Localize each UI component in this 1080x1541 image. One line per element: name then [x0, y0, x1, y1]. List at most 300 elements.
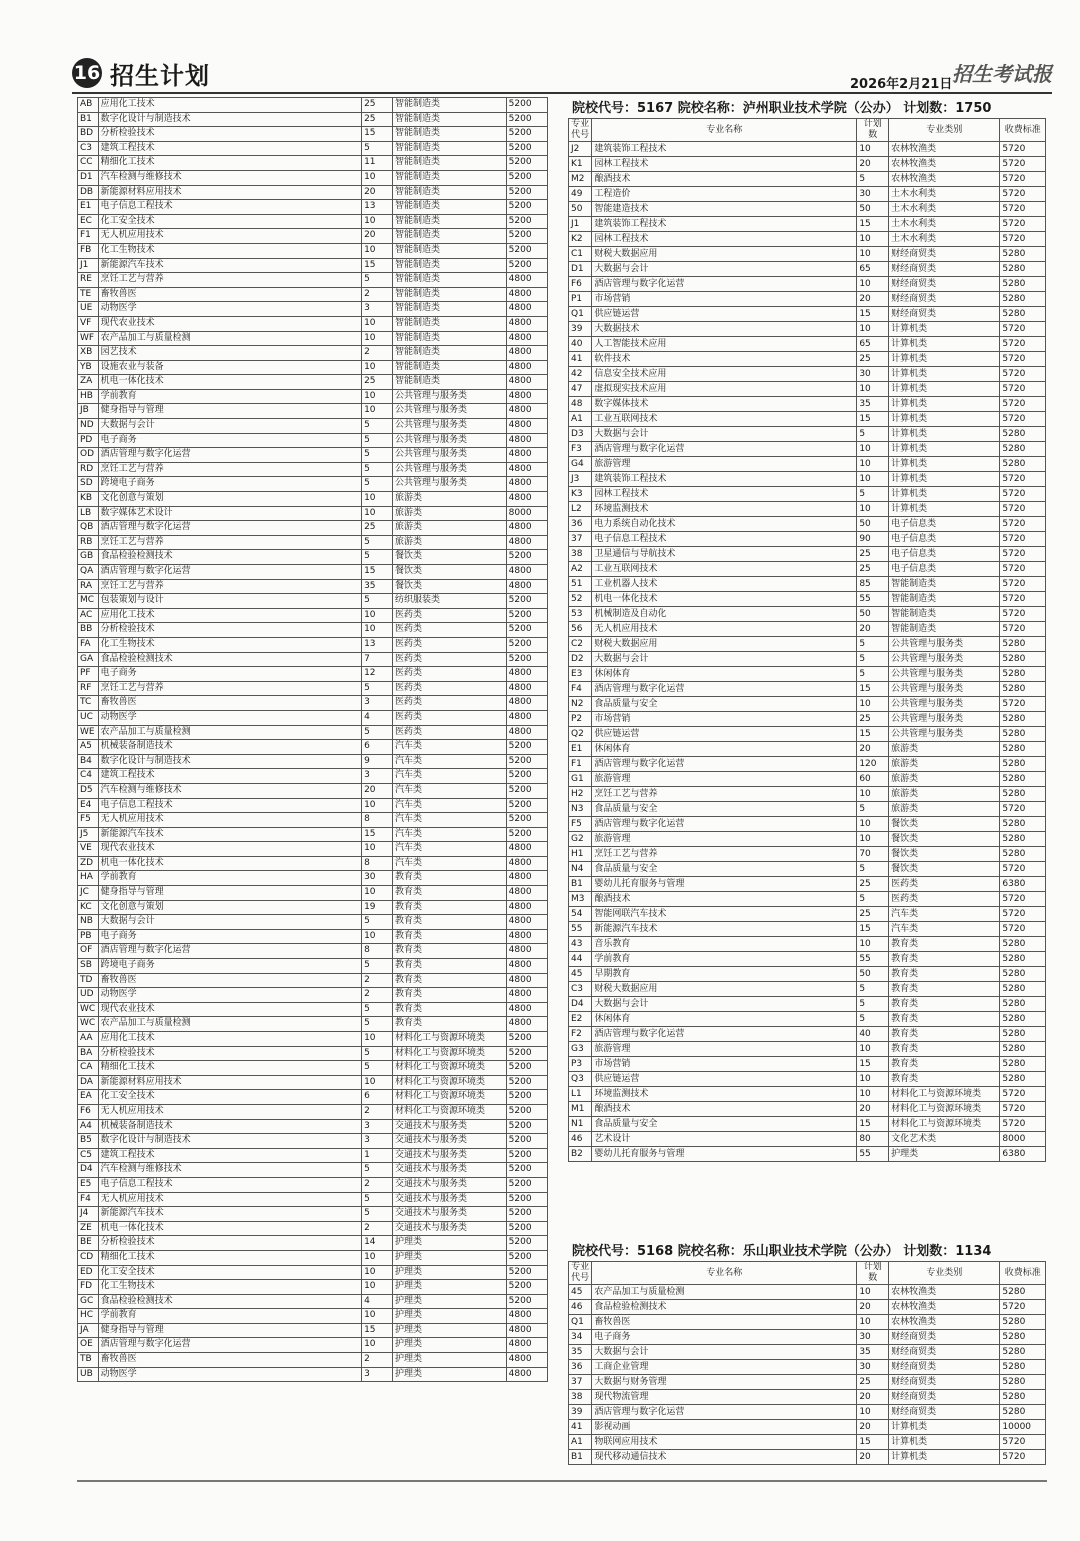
major-code: 40: [569, 337, 592, 352]
table-row: [78, 477, 548, 492]
major-name: 烹饪工艺与营养: [98, 579, 361, 594]
plan-quota: 3: [362, 1367, 393, 1382]
tuition-fee: 5720: [1000, 862, 1046, 877]
major-category: 智能制造类: [393, 243, 507, 258]
table-row: [78, 915, 548, 930]
major-category: 电子信息类: [889, 562, 1000, 577]
major-code: 35: [569, 1345, 592, 1360]
col-major-header: 专业名称: [592, 119, 857, 142]
major-category: 旅游类: [393, 506, 507, 521]
major-code: L1: [569, 1087, 592, 1102]
tuition-fee: 5280: [1000, 442, 1046, 457]
major-category: 旅游类: [889, 757, 1000, 772]
tuition-fee: 5200: [506, 1046, 547, 1061]
major-name: 大数据与会计: [592, 652, 857, 667]
tuition-fee: 5200: [506, 1032, 547, 1047]
table-row: [78, 696, 548, 711]
major-name: 新能源材料应用技术: [98, 185, 361, 200]
major-name: 精细化工技术: [98, 156, 361, 171]
plan-quota: 15: [362, 827, 393, 842]
table-row: [569, 742, 1046, 757]
plan-quota: 10: [857, 787, 889, 802]
major-code: GA: [78, 652, 99, 667]
table-row: [78, 316, 548, 331]
major-category: 护理类: [393, 1353, 507, 1368]
table-row: [78, 637, 548, 652]
major-code: 37: [569, 532, 592, 547]
plan-quota: 10: [857, 472, 889, 487]
major-code: H2: [569, 787, 592, 802]
major-name: 供应链运营: [592, 727, 857, 742]
major-code: 48: [569, 397, 592, 412]
table-row: [78, 842, 548, 857]
tuition-fee: 5720: [1000, 622, 1046, 637]
major-code: D4: [569, 997, 592, 1012]
major-name: 电子商务: [98, 929, 361, 944]
major-code: OE: [78, 1338, 99, 1353]
major-name: 电子商务: [592, 1330, 857, 1345]
left-enrollment-table: [77, 97, 548, 1382]
major-category: 汽车类: [889, 922, 1000, 937]
major-category: 智能制造类: [393, 360, 507, 375]
plan-quota: 5: [857, 427, 889, 442]
table-row: [78, 1075, 548, 1090]
table-row: [569, 697, 1046, 712]
major-code: JB: [78, 404, 99, 419]
plan-quota: 10: [362, 608, 393, 623]
col-code-header: 专业代号: [569, 119, 592, 142]
major-name: 电子信息工程技术: [98, 1177, 361, 1192]
major-code: DB: [78, 185, 99, 200]
plan-quota: 55: [857, 1147, 889, 1162]
major-name: 电子信息工程技术: [98, 200, 361, 215]
tuition-fee: 5720: [1000, 172, 1046, 187]
tuition-fee: 5280: [1000, 1042, 1046, 1057]
tuition-fee: 4800: [506, 1353, 547, 1368]
major-code: PD: [78, 433, 99, 448]
table-row: [78, 1294, 548, 1309]
major-code: D4: [78, 1163, 99, 1178]
major-code: WC: [78, 1017, 99, 1032]
major-name: 园林工程技术: [592, 157, 857, 172]
major-code: VF: [78, 316, 99, 331]
tuition-fee: 5720: [1000, 367, 1046, 382]
tuition-fee: 6380: [1000, 877, 1046, 892]
major-code: D1: [78, 170, 99, 185]
major-code: J4: [78, 1207, 99, 1222]
plan-quota: 12: [362, 667, 393, 682]
major-code: RF: [78, 681, 99, 696]
major-code: UC: [78, 710, 99, 725]
plan-quota: 10: [362, 389, 393, 404]
major-code: JC: [78, 886, 99, 901]
major-code: D2: [569, 652, 592, 667]
major-name: 酒店管理与数字化运营: [592, 1027, 857, 1042]
tuition-fee: 5200: [506, 754, 547, 769]
table-row: [569, 1132, 1046, 1147]
plan-quota: 60: [857, 772, 889, 787]
tuition-fee: 5280: [1000, 1375, 1046, 1390]
plan-quota: 2: [362, 988, 393, 1003]
major-category: 教育类: [393, 1002, 507, 1017]
major-code: B1: [78, 112, 99, 127]
major-name: 财税大数据应用: [592, 637, 857, 652]
major-name: 分析检验技术: [98, 1236, 361, 1251]
major-code: 41: [569, 352, 592, 367]
table-row: [78, 565, 548, 580]
major-category: 智能制造类: [889, 592, 1000, 607]
major-code: RE: [78, 273, 99, 288]
plan-quota: 6: [362, 1090, 393, 1105]
plan-quota: 10: [362, 1280, 393, 1295]
table-row: [569, 907, 1046, 922]
major-code: HB: [78, 389, 99, 404]
major-code: FD: [78, 1280, 99, 1295]
major-category: 公共管理与服务类: [393, 389, 507, 404]
major-code: GB: [78, 550, 99, 565]
plan-quota: 40: [857, 1027, 889, 1042]
plan-quota: 25: [857, 352, 889, 367]
major-category: 土木水利类: [889, 217, 1000, 232]
plan-quota: 15: [362, 127, 393, 142]
plan-quota: 10: [362, 506, 393, 521]
major-code: WC: [78, 1002, 99, 1017]
issue-date: 2026年2月21日: [850, 77, 953, 92]
table-row: [569, 922, 1046, 937]
major-category: 旅游类: [889, 787, 1000, 802]
table-row: [78, 433, 548, 448]
plan-quota: 30: [362, 871, 393, 886]
tuition-fee: 4800: [506, 1323, 547, 1338]
major-name: 化工安全技术: [98, 1090, 361, 1105]
major-code: B5: [78, 1134, 99, 1149]
tuition-fee: 5280: [1000, 712, 1046, 727]
major-name: 学前教育: [98, 1309, 361, 1324]
table-row: [569, 1345, 1046, 1360]
col-fee-header: 收费标准: [1000, 1262, 1046, 1285]
major-name: 酒店管理与数字化运营: [592, 442, 857, 457]
major-code: 54: [569, 907, 592, 922]
tuition-fee: 4800: [506, 346, 547, 361]
table-row: [569, 487, 1046, 502]
major-code: N4: [569, 862, 592, 877]
major-name: 休闲体育: [592, 742, 857, 757]
plan-quota: 35: [857, 1345, 889, 1360]
major-name: 建筑装饰工程技术: [592, 142, 857, 157]
major-name: 大数据与财务管理: [592, 1375, 857, 1390]
major-code: 45: [569, 1285, 592, 1300]
tuition-fee: 4800: [506, 492, 547, 507]
plan-quota: 5: [362, 725, 393, 740]
plan-quota: 10: [857, 697, 889, 712]
tuition-fee: 4800: [506, 667, 547, 682]
major-name: 影视动画: [592, 1420, 857, 1435]
table-row: [78, 769, 548, 784]
major-code: A1: [569, 1435, 592, 1450]
major-code: QB: [78, 521, 99, 536]
major-category: 智能制造类: [393, 273, 507, 288]
major-category: 财经商贸类: [889, 292, 1000, 307]
tuition-fee: 5720: [1000, 157, 1046, 172]
plan-quota: 25: [857, 1375, 889, 1390]
table-row: [78, 112, 548, 127]
table-row: [569, 517, 1046, 532]
tuition-fee: 5200: [506, 637, 547, 652]
tuition-fee: 4800: [506, 944, 547, 959]
major-category: 材料化工与资源环境类: [393, 1075, 507, 1090]
major-name: 园林工程技术: [592, 232, 857, 247]
major-name: 虚拟现实技术应用: [592, 382, 857, 397]
plan-quota: 15: [362, 258, 393, 273]
table-row: [78, 1236, 548, 1251]
major-category: 医药类: [393, 710, 507, 725]
table-row: [569, 982, 1046, 997]
major-category: 财经商贸类: [889, 1360, 1000, 1375]
plan-quota: 50: [857, 607, 889, 622]
major-code: HC: [78, 1309, 99, 1324]
major-name: 建筑装饰工程技术: [592, 472, 857, 487]
table-row: [78, 1265, 548, 1280]
tuition-fee: 5280: [1000, 292, 1046, 307]
major-category: 医药类: [889, 892, 1000, 907]
tuition-fee: 5720: [1000, 1102, 1046, 1117]
col-quota-header: 计划数: [857, 1262, 889, 1285]
major-category: 电子信息类: [889, 547, 1000, 562]
page-header: [72, 54, 1052, 94]
major-code: C2: [569, 637, 592, 652]
tuition-fee: 4800: [506, 710, 547, 725]
major-code: RA: [78, 579, 99, 594]
tuition-fee: 4800: [506, 900, 547, 915]
tuition-fee: 5280: [1000, 427, 1046, 442]
major-name: 健身指导与管理: [98, 1323, 361, 1338]
table-row: [78, 258, 548, 273]
plan-quota: 15: [857, 682, 889, 697]
major-name: 汽车检测与维修技术: [98, 783, 361, 798]
plan-quota: 15: [857, 727, 889, 742]
major-category: 教育类: [889, 982, 1000, 997]
major-code: N3: [569, 802, 592, 817]
major-name: 学前教育: [98, 389, 361, 404]
major-name: 化工生物技术: [98, 637, 361, 652]
tuition-fee: 5720: [1000, 562, 1046, 577]
major-category: 交通技术与服务类: [393, 1148, 507, 1163]
table-row: [78, 1046, 548, 1061]
major-category: 计算机类: [889, 502, 1000, 517]
major-category: 智能制造类: [393, 98, 507, 113]
major-category: 计算机类: [889, 367, 1000, 382]
major-category: 教育类: [393, 929, 507, 944]
major-category: 汽车类: [889, 907, 1000, 922]
tuition-fee: 5720: [1000, 502, 1046, 517]
table-row: [78, 214, 548, 229]
tuition-fee: 4800: [506, 1338, 547, 1353]
major-category: 教育类: [393, 1017, 507, 1032]
major-name: 食品检验检测技术: [98, 550, 361, 565]
major-code: B1: [569, 1450, 592, 1465]
school-table-5167: [568, 118, 1046, 1162]
tuition-fee: 5720: [1000, 892, 1046, 907]
major-code: ED: [78, 1265, 99, 1280]
major-name: 动物医学: [98, 302, 361, 317]
tuition-fee: 5720: [1000, 1087, 1046, 1102]
major-name: 卫星通信与导航技术: [592, 547, 857, 562]
major-name: 文化创意与策划: [98, 492, 361, 507]
plan-quota: 50: [857, 202, 889, 217]
tuition-fee: 5720: [1000, 1450, 1046, 1465]
plan-quota: 5: [857, 487, 889, 502]
major-code: K1: [569, 157, 592, 172]
tuition-fee: 5200: [506, 1177, 547, 1192]
major-category: 计算机类: [889, 382, 1000, 397]
major-code: F5: [569, 817, 592, 832]
tuition-fee: 5200: [506, 112, 547, 127]
tuition-fee: 5280: [1000, 1345, 1046, 1360]
major-category: 餐饮类: [393, 579, 507, 594]
major-category: 纺织服装类: [393, 594, 507, 609]
tuition-fee: 4800: [506, 433, 547, 448]
major-category: 餐饮类: [889, 862, 1000, 877]
major-name: 食品质量与安全: [592, 862, 857, 877]
major-code: BA: [78, 1046, 99, 1061]
major-category: 餐饮类: [393, 550, 507, 565]
plan-quota: 90: [857, 532, 889, 547]
major-code: 51: [569, 577, 592, 592]
plan-quota: 10: [362, 623, 393, 638]
major-category: 旅游类: [889, 742, 1000, 757]
table-row: [78, 287, 548, 302]
major-category: 餐饮类: [393, 565, 507, 580]
plan-quota: 10: [857, 247, 889, 262]
major-category: 汽车类: [393, 740, 507, 755]
plan-quota: 10: [857, 1072, 889, 1087]
major-name: 机电一体化技术: [98, 375, 361, 390]
major-category: 医药类: [393, 608, 507, 623]
major-category: 计算机类: [889, 337, 1000, 352]
table-row: [78, 1250, 548, 1265]
table-row: [78, 1177, 548, 1192]
major-name: 无人机应用技术: [592, 622, 857, 637]
major-category: 汽车类: [393, 813, 507, 828]
table-row: [78, 856, 548, 871]
table-row: [569, 157, 1046, 172]
major-category: 教育类: [393, 915, 507, 930]
table-row: [78, 535, 548, 550]
major-category: 旅游类: [393, 535, 507, 550]
tuition-fee: 6380: [1000, 1147, 1046, 1162]
major-name: 烹饪工艺与营养: [98, 462, 361, 477]
major-category: 材料化工与资源环境类: [889, 1102, 1000, 1117]
major-name: 应用化工技术: [98, 98, 361, 113]
major-category: 医药类: [393, 667, 507, 682]
major-code: TB: [78, 1353, 99, 1368]
plan-quota: 120: [857, 757, 889, 772]
tuition-fee: 8000: [1000, 1132, 1046, 1147]
major-name: 软件技术: [592, 352, 857, 367]
major-name: 数字化设计与制造技术: [98, 1134, 361, 1149]
major-name: 汽车检测与维修技术: [98, 170, 361, 185]
tuition-fee: 5720: [1000, 472, 1046, 487]
plan-quota: 5: [362, 448, 393, 463]
plan-quota: 10: [857, 232, 889, 247]
major-name: 农产品加工与质量检测: [592, 1285, 857, 1300]
plan-quota: 2: [362, 1104, 393, 1119]
major-code: SD: [78, 477, 99, 492]
table-row: [569, 622, 1046, 637]
major-name: 无人机应用技术: [98, 229, 361, 244]
tuition-fee: 5720: [1000, 1435, 1046, 1450]
major-category: 医药类: [393, 681, 507, 696]
table-row: [569, 937, 1046, 952]
plan-quota: 10: [857, 817, 889, 832]
major-code: E5: [78, 1177, 99, 1192]
major-category: 教育类: [889, 937, 1000, 952]
table-row: [569, 232, 1046, 247]
tuition-fee: 4800: [506, 871, 547, 886]
table-row: [78, 1309, 548, 1324]
major-code: VE: [78, 842, 99, 857]
tuition-fee: 5200: [506, 783, 547, 798]
major-name: 农产品加工与质量检测: [98, 331, 361, 346]
major-name: 畜牧兽医: [98, 973, 361, 988]
tuition-fee: 5200: [506, 98, 547, 113]
plan-quota: 20: [362, 185, 393, 200]
major-name: 供应链运营: [592, 1072, 857, 1087]
table-row: [78, 1134, 548, 1149]
major-category: 智能制造类: [393, 185, 507, 200]
table-row: [569, 427, 1046, 442]
major-name: 健身指导与管理: [98, 886, 361, 901]
table-row: [78, 156, 548, 171]
major-code: P2: [569, 712, 592, 727]
major-code: F4: [78, 1192, 99, 1207]
plan-quota: 35: [857, 397, 889, 412]
major-name: 跨境电子商务: [98, 959, 361, 974]
table-row: [569, 1102, 1046, 1117]
major-code: K3: [569, 487, 592, 502]
table-row: [569, 412, 1046, 427]
major-category: 土木水利类: [889, 202, 1000, 217]
major-category: 护理类: [393, 1265, 507, 1280]
major-category: 材料化工与资源环境类: [393, 1061, 507, 1076]
table-row: [569, 292, 1046, 307]
plan-quota: 80: [857, 1132, 889, 1147]
tuition-fee: 5200: [506, 127, 547, 142]
plan-quota: 5: [362, 681, 393, 696]
tuition-fee: 5200: [506, 623, 547, 638]
tuition-fee: 5280: [1000, 817, 1046, 832]
tuition-fee: 5200: [506, 243, 547, 258]
table-row: [78, 725, 548, 740]
plan-quota: 13: [362, 637, 393, 652]
major-code: EC: [78, 214, 99, 229]
major-name: 酒店管理与数字化运营: [592, 1405, 857, 1420]
plan-quota: 20: [857, 742, 889, 757]
major-code: DA: [78, 1075, 99, 1090]
major-name: 建筑工程技术: [98, 769, 361, 784]
major-category: 餐饮类: [889, 832, 1000, 847]
major-code: F4: [569, 682, 592, 697]
major-code: C1: [569, 247, 592, 262]
tuition-fee: 5200: [506, 229, 547, 244]
major-name: 音乐教育: [592, 937, 857, 952]
table-row: [569, 877, 1046, 892]
table-row: [78, 1192, 548, 1207]
major-name: 休闲体育: [592, 1012, 857, 1027]
plan-quota: 25: [362, 112, 393, 127]
tuition-fee: 5720: [1000, 1300, 1046, 1315]
table-row: [78, 667, 548, 682]
